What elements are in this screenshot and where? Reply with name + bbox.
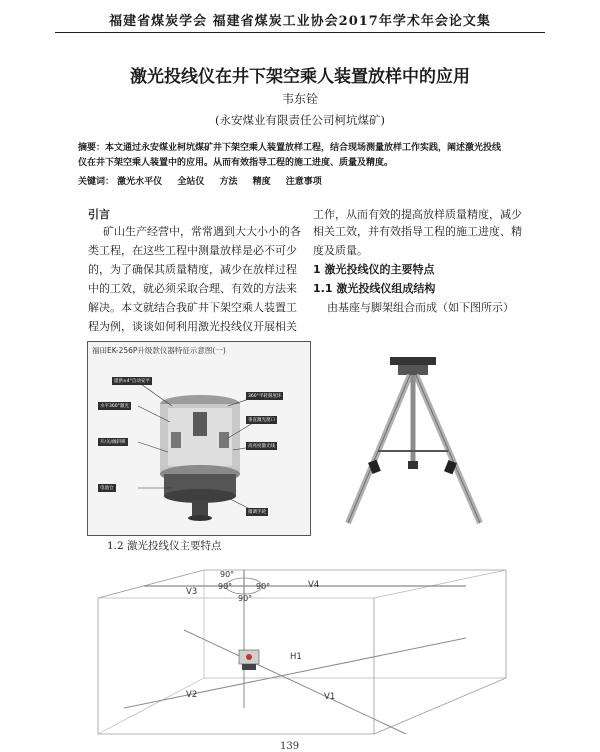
angle-label: 90° <box>238 594 253 603</box>
body-line: 工作，从而有效的提高放样质量精度，减少 <box>313 208 522 221</box>
body-line: 的，为了确保其质量精度，减少在放样过程 <box>88 263 297 276</box>
figure-title: 福田EK-256P升级款仪器特征示意图(一) <box>92 346 226 355</box>
body-line: 中的工效，就必须采取合理、有效的方法来 <box>88 282 297 295</box>
article-title: 激光投线仪在井下架空乘人装置放样中的应用 <box>130 67 470 87</box>
page-number: 139 <box>280 741 300 752</box>
axis-label-v4: V4 <box>308 580 320 590</box>
callout-label: 电池仓 <box>100 486 114 491</box>
callout-label: 水平360°激光 <box>100 404 129 409</box>
body-line: 解决。本文就结合我矿井下架空乘人装置工 <box>88 301 297 314</box>
body-line: 程为例，谈谈如何利用激光投线仪开展相关 <box>88 320 297 333</box>
axis-label-v1: V1 <box>324 692 336 702</box>
body-line: 相关工效，并有效指导工程的施工进度、精 <box>313 225 522 238</box>
laser-projection-diagram <box>94 558 510 743</box>
axis-label-v2: V2 <box>186 690 198 700</box>
instrument-figure <box>87 341 311 536</box>
axis-label-h1: H1 <box>290 652 302 662</box>
callout-label: 360°平转刻度环 <box>248 394 282 399</box>
angle-label: 90° <box>256 582 271 591</box>
body-line: 类工程，在这些工程中测量放样是必不可少 <box>88 244 297 257</box>
intro-heading: 引言 <box>88 208 110 221</box>
author-affiliation: (永安煤业有限责任公司柯坑煤矿) <box>215 113 385 127</box>
running-header: 福建省煤炭学会 福建省煤炭工业协会2017年学术年会论文集 <box>109 14 491 29</box>
keyword: 激光水平仪 <box>117 177 163 187</box>
abstract-line: 仪在井下架空乘人装置中的应用。从而有效指导工程的施工进度、质量及精度。 <box>78 158 394 168</box>
body-line: 由基座与脚架组合而成（如下图所示） <box>327 301 514 314</box>
callout-label: 提供±4°自动安平 <box>114 379 150 384</box>
body-line: 矿山生产经营中，常常遇到大大小小的各 <box>103 225 301 238</box>
angle-label: 90° <box>220 570 235 579</box>
keyword: 注意事项 <box>285 177 322 187</box>
callout-label: 微调手轮 <box>248 510 266 515</box>
keyword: 精度 <box>252 177 271 187</box>
abstract <box>78 141 522 171</box>
keyword: 方法 <box>219 177 238 187</box>
body-line: 度及质量。 <box>313 244 368 257</box>
subsection-heading: 1.1 激光投线仪组成结构 <box>313 282 436 295</box>
angle-label: 90° <box>218 582 233 591</box>
callout-label: 垂直激光窗口 <box>248 418 275 423</box>
callout-label: 高亮度激光线 <box>248 444 275 449</box>
author-name: 韦东铨 <box>281 92 318 106</box>
section-caption: 1.2 激光投线仪主要特点 <box>107 540 222 552</box>
header-rule <box>55 32 545 33</box>
section-heading: 1 激光投线仪的主要特点 <box>313 263 435 276</box>
axis-label-v3: V3 <box>186 587 198 597</box>
keywords-label: 关键词： <box>78 177 115 187</box>
tripod-illustration <box>318 341 508 534</box>
keywords <box>78 174 522 187</box>
abstract-line: 摘要：本文通过永安煤业柯坑煤矿井下架空乘人装置放样工程，结合现场测量放样工作实践，阐述激光投线 <box>78 143 502 153</box>
keyword: 全站仪 <box>177 177 205 187</box>
callout-label: 开/关/倾斜锁 <box>100 440 126 445</box>
